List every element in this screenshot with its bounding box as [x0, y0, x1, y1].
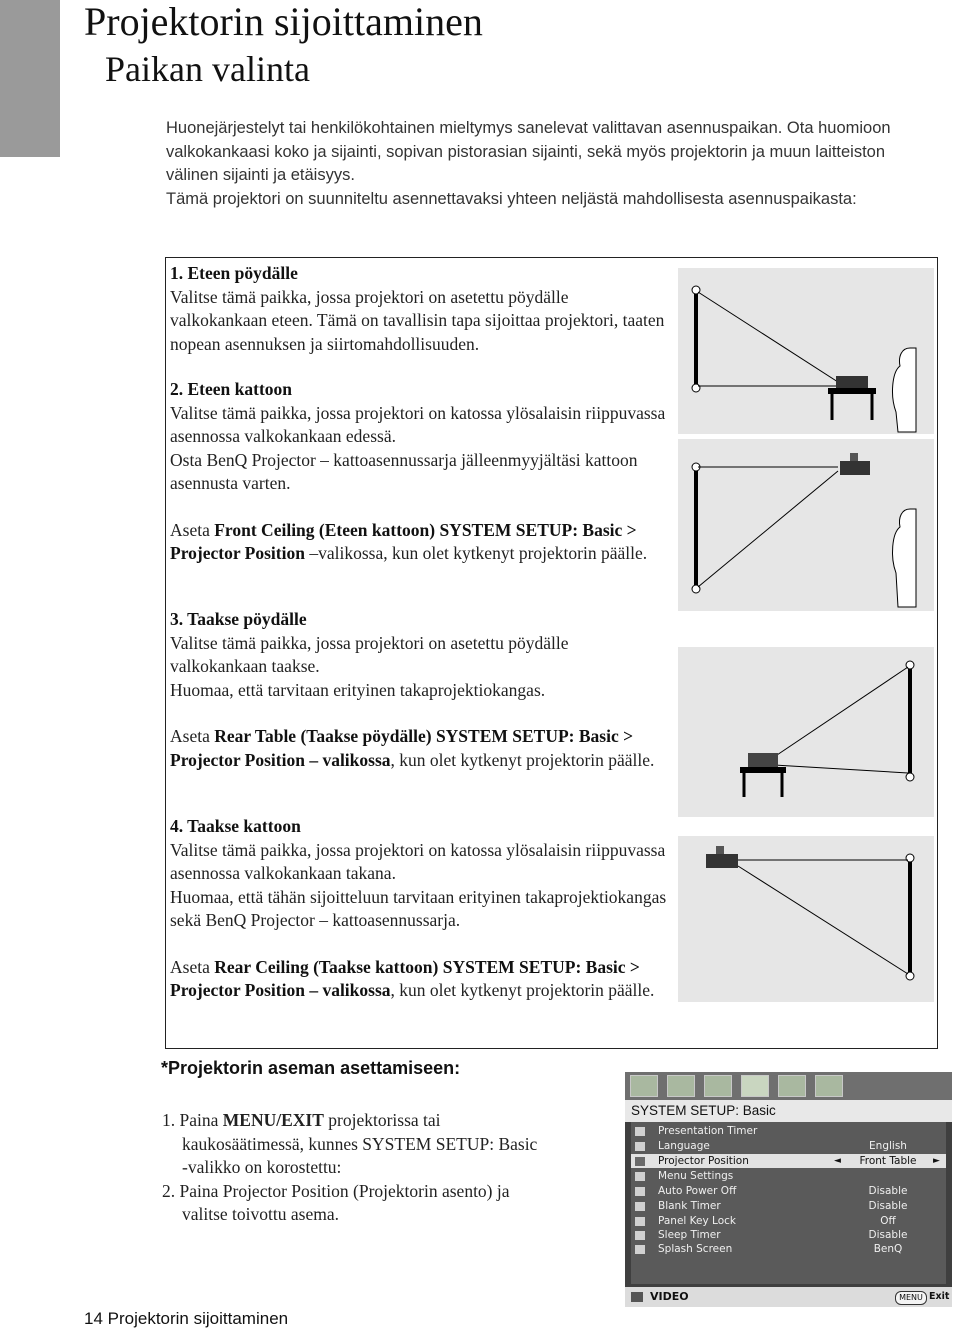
system-setup-basic-tab-icon[interactable] [741, 1075, 769, 1097]
position-4 [170, 815, 670, 1003]
information-tab-icon[interactable] [815, 1075, 843, 1097]
position-1 [170, 262, 670, 356]
picture-tab-icon[interactable] [630, 1075, 658, 1097]
position-2 [170, 378, 670, 566]
menu-settings-icon [635, 1172, 645, 1181]
step-1-line-1: 1. Paina MENU/EXIT projektorissa tai [162, 1110, 441, 1130]
position-1-body: Valitse tämä paikka, jossa projektori on asetettu pöydälle valkokankaan eteen. Tämä on tavallisin tapa sijoittaa projektori, taaten nopean asennuksen ja siirtomahdollisuuden. [170, 286, 665, 354]
step-1-line-3: -valikko on korostettu: [182, 1157, 342, 1177]
display-tab-icon[interactable] [667, 1075, 695, 1097]
step-2-line-1: 2. Paina Projector Position (Projektorin asento) ja [162, 1180, 510, 1201]
exit-label: Exit [929, 1291, 950, 1302]
chapter-tab [0, 0, 60, 157]
position-3-setting: Aseta Rear Table (Taakse pöydälle) SYSTEM SETUP: Basic > Projector Position – valikossa, kun olet kytkenyt projektorin päälle. [170, 726, 655, 770]
intro-paragraph-1: Huonejärjestelyt tai henkilökohtainen mieltymys sanelevat valittavan asennuspaikan. Ota huomioon valkokankaasi koko ja sijainti, sopivan pistorasian sijainti, sekä myös projektorin ja muun laitteiston välinen sijainti ja etäisyys. [166, 119, 891, 184]
position-3-body: Valitse tämä paikka, jossa projektori on asetettu pöydälle valkokankaan taakse. [170, 632, 569, 676]
rear-table-illustration [678, 647, 934, 817]
position-2-body: Valitse tämä paikka, jossa projektori on katossa ylösalaisin riippuvassa asennossa valkokankaan edessä. [170, 402, 666, 446]
rear-ceiling-illustration [678, 836, 934, 1002]
chevron-left-icon[interactable]: ◄ [834, 1156, 841, 1166]
osd-menu-title: SYSTEM SETUP: Basic [625, 1100, 952, 1122]
position-3-heading: 3. Taakse pöydälle [170, 609, 307, 629]
setup-title: *Projektorin aseman asettamiseen: [161, 1058, 461, 1078]
splash-screen-icon [635, 1245, 645, 1254]
position-2-setting: Aseta Front Ceiling (Eteen kattoon) SYSTEM SETUP: Basic > Projector Position –valikossa, kun olet kytkenyt projektorin päälle. [170, 519, 648, 563]
blank-timer-icon [635, 1202, 645, 1211]
osd-row-panel-key-lock[interactable]: Panel Key Lock Off [631, 1214, 946, 1228]
timer-icon [635, 1127, 645, 1136]
osd-menu [625, 1072, 952, 1307]
osd-row-presentation-timer[interactable]: Presentation Timer [631, 1124, 946, 1138]
input-source-icon [631, 1292, 643, 1302]
front-table-illustration [678, 268, 934, 434]
osd-menu-list [631, 1122, 946, 1284]
intro-text [166, 117, 936, 211]
osd-row-menu-settings[interactable]: Menu Settings [631, 1169, 946, 1183]
position-3-body2: Huomaa, että tarvitaan erityinen takaprojektiokangas. [170, 679, 546, 700]
intro-paragraph-2: Tämä projektori on suunniteltu asennettavaksi yhteen neljästä mahdollisesta asennuspaikasta: [166, 189, 857, 208]
setup-tab-icon[interactable] [704, 1075, 732, 1097]
position-4-body2: Huomaa, että tähän sijoitteluun tarvitaan erityinen takaprojektiokangas sekä BenQ Projector – kattoasennussarja. [170, 886, 667, 930]
page-title: Projektorin sijoittaminen [84, 0, 483, 44]
position-3 [170, 608, 670, 772]
osd-row-language[interactable]: Language English [631, 1139, 946, 1153]
step-1-line-2: kaukosäätimessä, kunnes SYSTEM SETUP: Basic [182, 1133, 538, 1154]
osd-row-splash-screen[interactable]: Splash Screen BenQ [631, 1242, 946, 1256]
input-source-label: VIDEO [650, 1290, 689, 1303]
projector-position-icon [635, 1157, 645, 1166]
chevron-right-icon[interactable]: ► [933, 1156, 940, 1166]
section-title: Paikan valinta [105, 49, 310, 89]
osd-row-sleep-timer[interactable]: Sleep Timer Disable [631, 1228, 946, 1242]
osd-row-projector-position[interactable]: Projector Position ◄ Front Table ► [631, 1154, 946, 1168]
sleep-timer-icon [635, 1231, 645, 1240]
position-1-heading: 1. Eteen pöydälle [170, 263, 298, 283]
menu-key-button[interactable]: MENU [895, 1291, 927, 1305]
position-2-heading: 2. Eteen kattoon [170, 379, 293, 399]
position-4-setting: Aseta Rear Ceiling (Taakse kattoon) SYSTEM SETUP: Basic > Projector Position – valikossa, kun olet kytkenyt projektorin päälle. [170, 956, 655, 1000]
step-2-line-2: valitse toivottu asema. [182, 1204, 339, 1224]
system-setup-advanced-tab-icon[interactable] [778, 1075, 806, 1097]
osd-footer [625, 1287, 952, 1307]
position-4-body: Valitse tämä paikka, jossa projektori on katossa ylösalaisin riippuvassa asennossa valkokankaan takana. [170, 839, 666, 883]
language-icon [635, 1142, 645, 1151]
power-icon [635, 1187, 645, 1196]
osd-row-auto-power-off[interactable]: Auto Power Off Disable [631, 1184, 946, 1198]
osd-tab-bar [625, 1072, 952, 1100]
front-ceiling-illustration [678, 439, 934, 611]
page-footer: 14 Projektorin sijoittaminen [84, 1309, 289, 1328]
osd-row-blank-timer[interactable]: Blank Timer Disable [631, 1199, 946, 1213]
lock-icon [635, 1217, 645, 1226]
setup-steps [162, 1109, 602, 1227]
position-4-heading: 4. Taakse kattoon [170, 816, 301, 836]
position-2-body2: Osta BenQ Projector – kattoasennussarja jälleenmyyjältäsi kattoon asennusta varten. [170, 449, 638, 493]
